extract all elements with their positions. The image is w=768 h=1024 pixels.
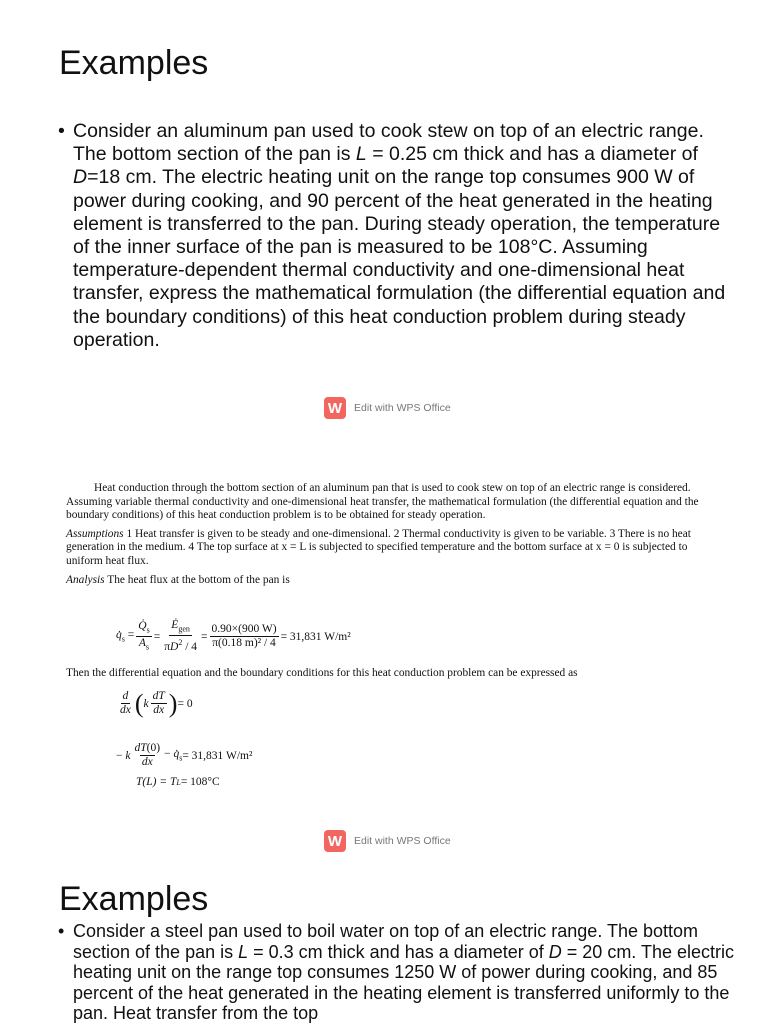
analysis-label: Analysis <box>66 573 105 586</box>
boundary-condition-1: − k $\frac{dT(0)}{dx}$ − $q̇_s$ = 31,831 W/m² <box>116 742 253 768</box>
bc2-lhs: T(L) = T <box>136 776 177 788</box>
example-paragraph: Consider an aluminum pan used to cook stew on top of an electric range. The bottom section of the pan is L = 0.25 cm thick and has a diameter of D=18 cm. The electric heating unit on the range top consumes 900 W of power during cooking, and 90 percent of the heat generated in the heating element is transferred to the pan. During steady operation, the temperature of the inner surface of the pan is measured to be 108°C. Assuming temperature-dependent thermal conductivity and one-dimensional heat transfer, express the mathematical formulation (the differential equation and the boundary conditions) of this heat conduction problem during steady operation. <box>73 120 726 351</box>
boundary-condition-2: T(L) = T L = 108°C <box>136 776 220 788</box>
differential-equation: $\frac{d}{dx}$ ( k $\frac{dT}{dx}$ ) = 0 <box>120 688 193 718</box>
example-bullet-2 <box>58 921 738 1024</box>
wps-watermark <box>324 397 451 419</box>
solution-block <box>66 482 716 587</box>
assumptions-paragraph <box>66 528 716 569</box>
then-text: Then the differential equation and the boundary conditions for this heat conduction problem can be expressed as <box>66 667 578 679</box>
heat-flux-equation: $q̇_s$ = $\frac{Q̇_s}{A_s}$ = $\frac{Ė_{gen}}{\pi D^2 / 4}$ = $\frac{0.90\times(900 W)}{\text{π(0.18 m)² / 4}}$ = 31,831 W/m² <box>116 619 351 654</box>
section-title: Examples <box>59 44 209 82</box>
bullet-marker: • <box>58 921 65 941</box>
analysis-text: The heat flux at the bottom of the pan is <box>104 573 290 586</box>
bc1-result: = 31,831 W/m² <box>182 749 253 762</box>
flux-denominator: π(0.18 m)² / 4 <box>212 637 276 650</box>
analysis-paragraph <box>66 574 716 588</box>
section-title-2: Examples <box>59 880 209 918</box>
wps-logo-icon: W <box>324 397 346 419</box>
wps-logo-icon: W <box>324 830 346 852</box>
bullet-marker: • <box>58 120 65 142</box>
wps-watermark-label: Edit with WPS Office <box>354 402 451 414</box>
assumptions-label: Assumptions <box>66 527 124 540</box>
example-paragraph-2: Consider a steel pan used to boil water on top of an electric range. The bottom section of the pan is L = 0.3 cm thick and has a diameter of D = 20 cm. The electric heating unit on the range top consumes 1250 W of power during cooking, and 85 percent of the heat generated in the heating element is transferred uniformly to the pan. Heat transfer from the top <box>73 921 735 1023</box>
solution-intro: Heat conduction through the bottom section of an aluminum pan that is used to cook stew on top of an electric range is considered. Assuming variable thermal conductivity and one-dimensional heat transfer, the mathematical formulation (the differential equation and the boundary conditions) of this heat conduction problem is to be obtained for steady operation. <box>66 482 699 522</box>
flux-numerator: 0.90×(900 W) <box>211 623 277 636</box>
flux-result: = 31,831 W/m² <box>280 630 351 643</box>
assumptions-text: 1 Heat transfer is given to be steady and one-dimensional. 2 Thermal conductivity is given to be variable. 3 There is no heat generation in the medium. 4 The top surface at x = L is subjected to specified temperature and the bottom surface at x = 0 is subjected to uniform heat flux. <box>66 527 691 567</box>
wps-watermark-2 <box>324 830 451 852</box>
example-bullet <box>58 120 738 352</box>
bc2-result: = 108°C <box>180 776 220 788</box>
wps-watermark-label: Edit with WPS Office <box>354 835 451 847</box>
then-paragraph <box>66 667 716 681</box>
